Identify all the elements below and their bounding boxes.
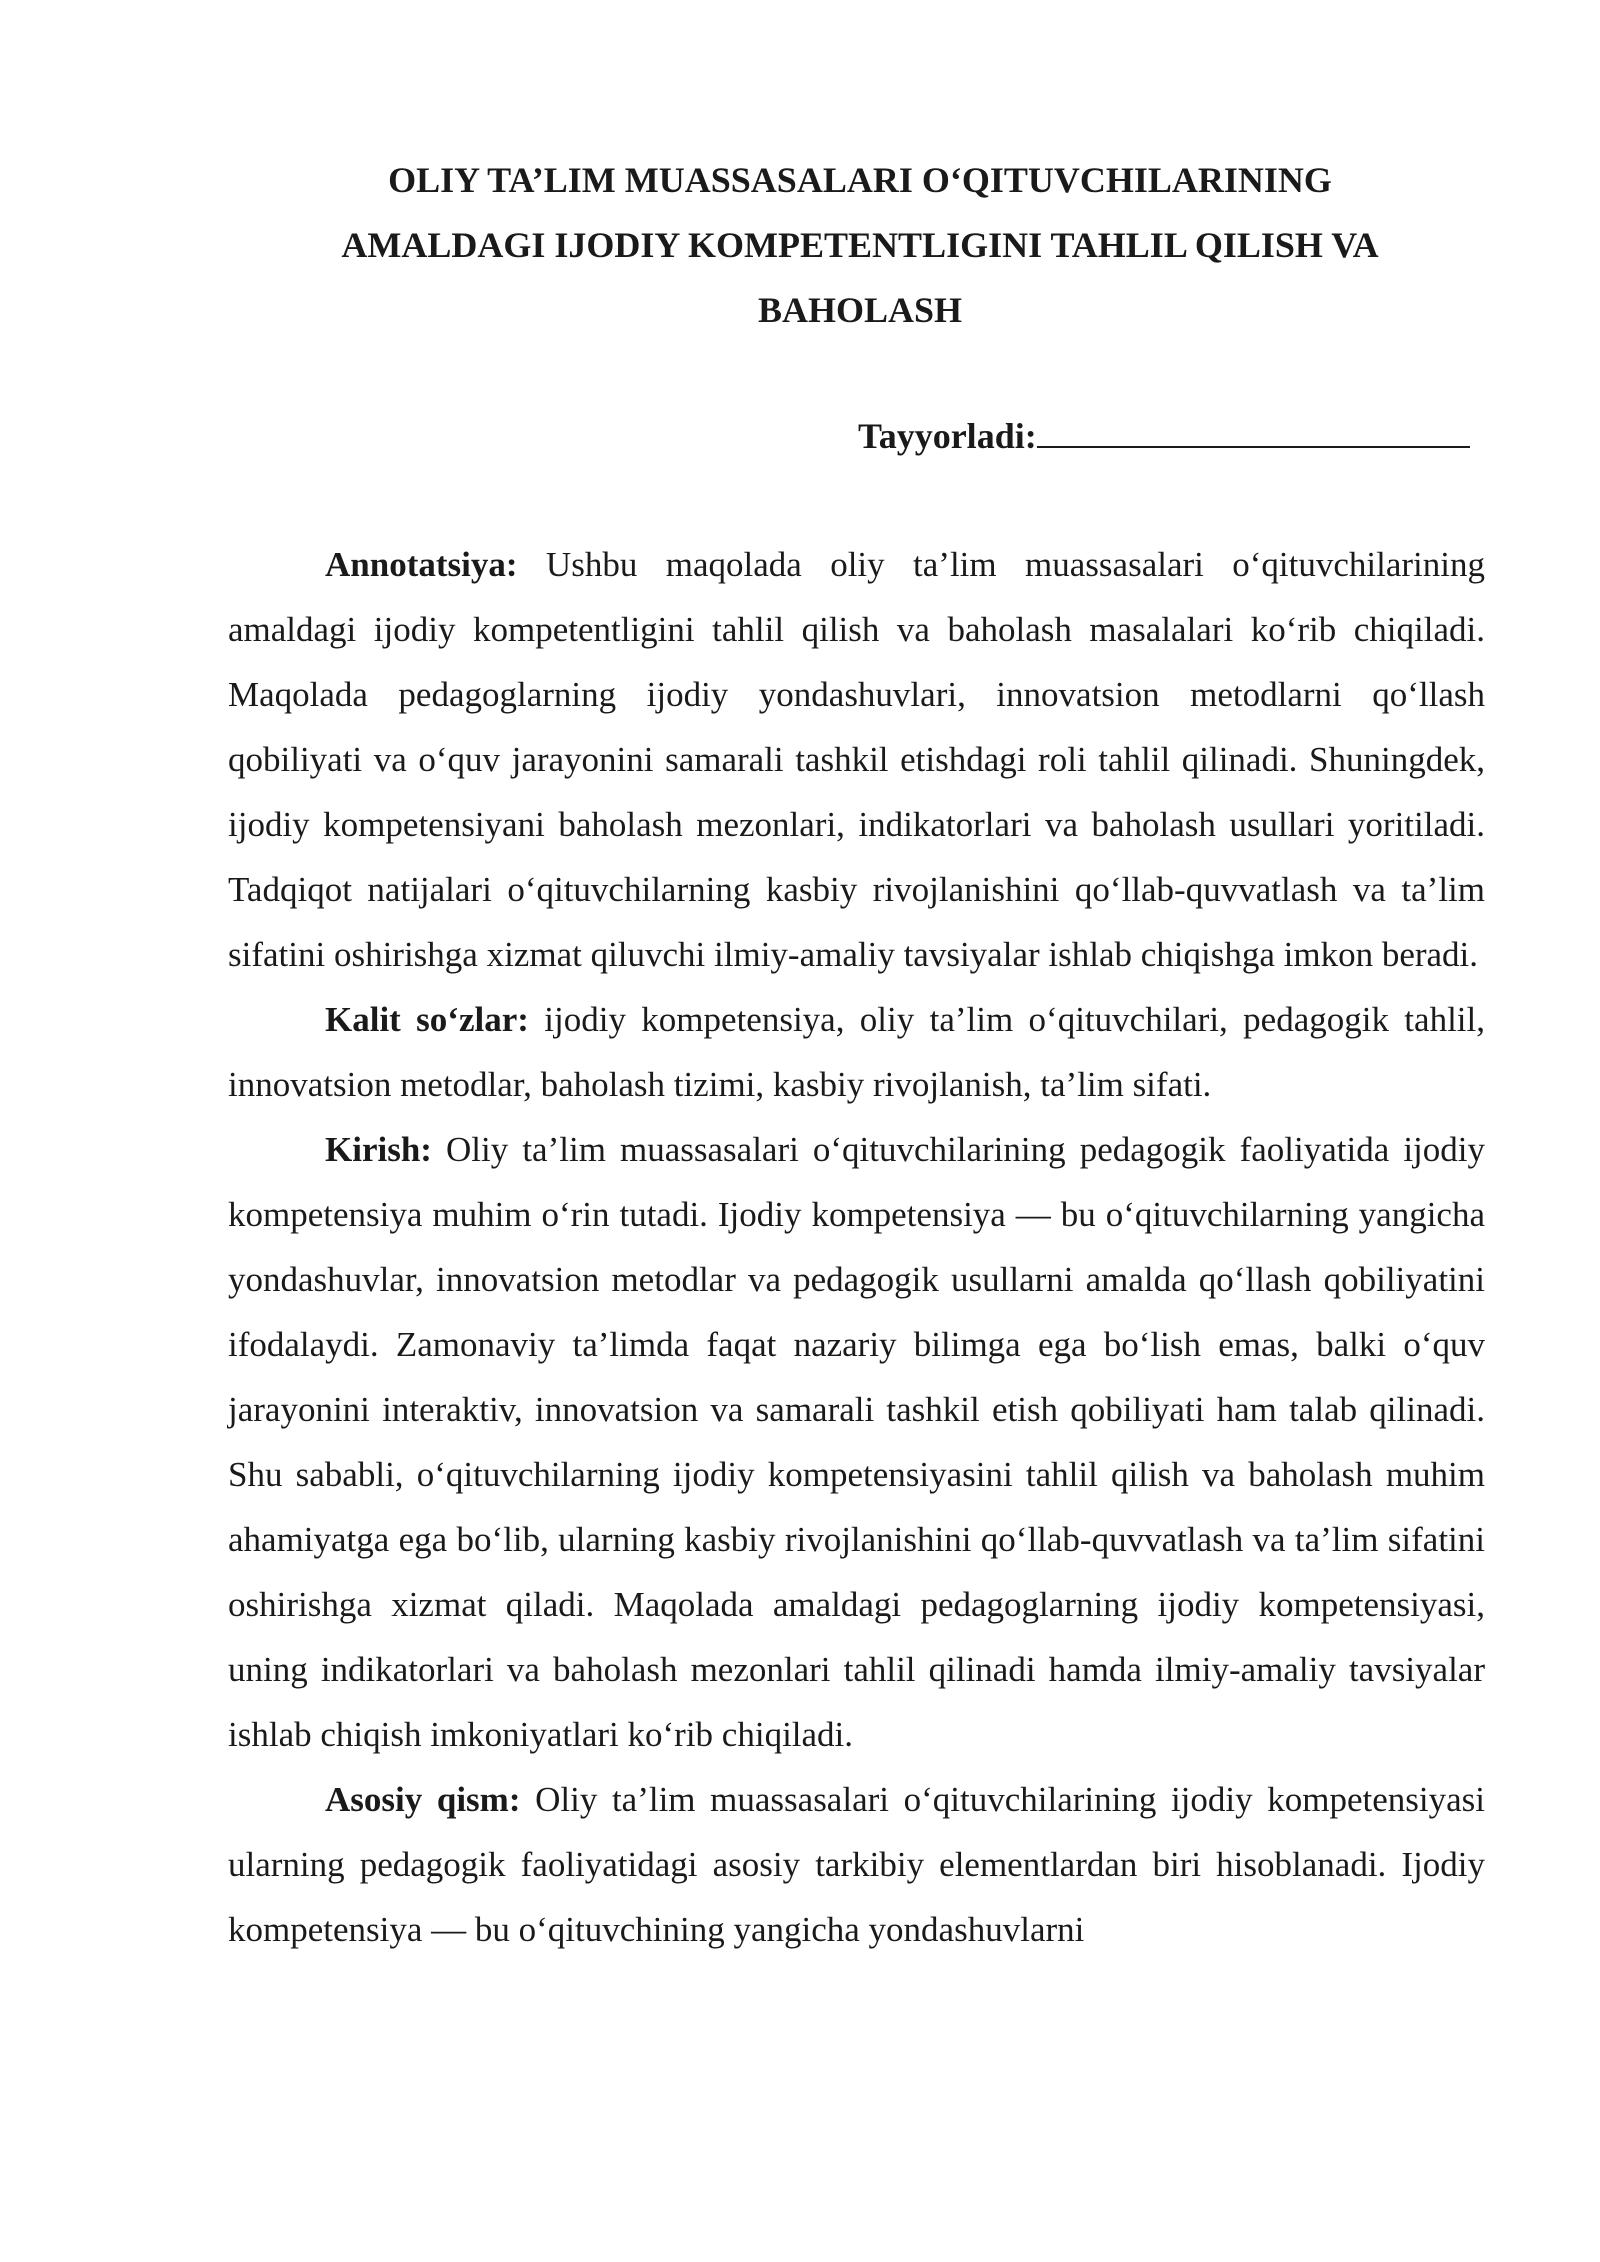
prepared-by-label: Tayyorladi: bbox=[858, 416, 1037, 456]
introduction-text: Oliy ta’lim muassasalari o‘qituvchilarining pedagogik faoliyatida ijodiy kompetensiya muhim o‘rin tutadi. Ijodiy kompetensiya — bu o‘qituvchilarning yangicha yondashuvlar, innovatsion metodlar va pedagogik usullarni amalda qo‘llash qobiliyatini ifodalaydi. Zamonaviy ta’limda faqat nazariy bilimga ega bo‘lish emas, balki o‘quv jarayonini interaktiv, innovatsion va samarali tashkil etish qobiliyati ham talab qilinadi. Shu sababli, o‘qituvchilarning ijodiy kompetensiyasini tahlil qilish va baholash muhim ahamiyatga ega bo‘lib, ularning kasbiy rivojlanishini qo‘llab-quvvatlash va ta’lim sifatini oshirishga xizmat qiladi. Maqolada amaldagi pedagoglarning ijodiy kompetensiyasi, uning indikatorlari va baholash mezonlari tahlil qilinadi hamda ilmiy-amaliy tavsiyalar ishlab chiqish imkoniyatlari ko‘rib chiqiladi. bbox=[228, 1130, 1485, 1754]
annotation-paragraph bbox=[228, 532, 1485, 987]
main-part-text: Oliy ta’lim muassasalari o‘qituvchilarining ijodiy kompetensiyasi ularning pedagogik faoliyatidagi asosiy tarkibiy elementlardan biri hisoblanadi. Ijodiy kompetensiya — bu o‘qituvchining yangicha yondashuvlarni bbox=[228, 1780, 1485, 1949]
annotation-label: Annotatsiya: bbox=[325, 545, 518, 584]
keywords-paragraph bbox=[228, 987, 1485, 1117]
keywords-label: Kalit so‘zlar: bbox=[325, 1000, 529, 1039]
main-part-label: Asosiy qism: bbox=[325, 1780, 521, 1819]
title-line-3: BAHOLASH bbox=[757, 290, 963, 330]
main-part-paragraph bbox=[228, 1767, 1485, 1962]
prepared-by bbox=[858, 406, 1470, 466]
annotation-text: Ushbu maqolada oliy ta’lim muassasalari o‘qituvchilarining amaldagi ijodiy kompetentligini tahlil qilish va baholash masalalari ko‘rib chiqiladi. Maqolada pedagoglarning ijodiy yondashuvlari, innovatsion metodlarni qo‘llash qobiliyati va o‘quv jarayonini samarali tashkil etishdagi roli tahlil qilinadi. Shuningdek, ijodiy kompetensiyani baholash mezonlari, indikatorlari va baholash usullari yoritiladi. Tadqiqot natijalari o‘qituvchilarning kasbiy rivojlanishini qo‘llab-quvvatlash va ta’lim sifatini oshirishga xizmat qiluvchi ilmiy-amaliy tavsiyalar ishlab chiqishga imkon beradi. bbox=[228, 545, 1485, 974]
title-line-2: AMALDAGI IJODIY KOMPETENTLIGINI TAHLIL QILISH VA bbox=[341, 225, 1379, 265]
introduction-paragraph bbox=[228, 1117, 1485, 1767]
document-title bbox=[300, 148, 1420, 343]
keywords-text: ijodiy kompetensiya, oliy ta’lim o‘qituvchilari, pedagogik tahlil, innovatsion metodlar, baholash tizimi, kasbiy rivojlanish, ta’lim sifati. bbox=[228, 1000, 1485, 1104]
introduction-label: Kirish: bbox=[325, 1130, 432, 1169]
document-body bbox=[228, 532, 1485, 1962]
author-blank-line bbox=[1037, 418, 1470, 448]
title-line-1: OLIY TA’LIM MUASSASALARI O‘QITUVCHILARINING bbox=[388, 160, 1332, 200]
